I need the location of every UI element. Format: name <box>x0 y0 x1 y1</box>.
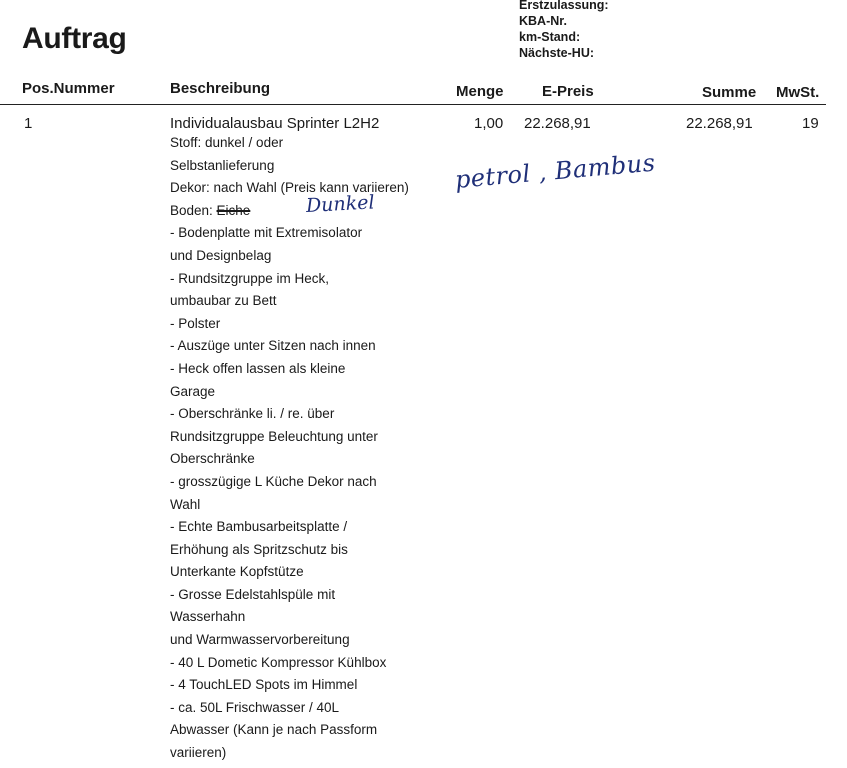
description-line: - Rundsitzgruppe im Heck, <box>170 270 330 286</box>
description-line: Wahl <box>170 496 201 512</box>
description-line: - Heck offen lassen als kleine <box>170 360 346 376</box>
header-vat: MwSt. <box>776 84 820 101</box>
description-line: - 40 L Dometic Kompressor Kühlbox <box>170 654 387 670</box>
description-line: Rundsitzgruppe Beleuchtung unter <box>170 428 378 444</box>
description-line: Abwasser (Kann je nach Passform <box>170 722 378 738</box>
header-unit-price: E-Preis <box>542 83 594 100</box>
description-line: - Polster <box>170 315 221 331</box>
description-line: Selbstanlieferung <box>170 157 275 173</box>
description-line: Garage <box>170 383 216 399</box>
row-unit-price: 22.268,91 <box>524 115 591 132</box>
description-line: Erhöhung als Spritzschutz bis <box>170 541 348 557</box>
handwritten-note-boden: Dunkel <box>305 191 376 217</box>
struck-material-text: Eiche <box>216 202 251 218</box>
description-line: Stoff: dunkel / oder <box>170 135 284 150</box>
description-line: und Designbelag <box>170 247 272 263</box>
description-line: Dekor: nach Wahl (Preis kann variieren) <box>170 180 409 196</box>
description-line: Unterkante Kopfstütze <box>170 564 304 580</box>
description-line: - Grosse Edelstahlspüle mit <box>170 586 336 602</box>
header-pos: Pos.Nummer <box>22 80 115 97</box>
row-description-title: Individualausbau Sprinter L2H2 <box>170 115 380 132</box>
header-divider <box>0 104 826 105</box>
description-line: und Warmwasservorbereitung <box>170 632 350 648</box>
header-sum: Summe <box>702 84 757 101</box>
description-line: - grosszügige L Küche Dekor nach <box>170 473 377 489</box>
vehicle-info-kba: KBA-Nr. <box>519 14 567 28</box>
header-description: Beschreibung <box>170 80 271 97</box>
header-quantity: Menge <box>456 83 504 100</box>
row-sum: 22.268,91 <box>686 115 753 132</box>
description-line: variieren) <box>170 745 227 761</box>
description-line: - Oberschränke li. / re. über <box>170 406 335 422</box>
table-header <box>0 80 847 102</box>
row-quantity: 1,00 <box>474 115 504 132</box>
vehicle-info-km: km-Stand: <box>519 30 581 44</box>
description-line: - Auszüge unter Sitzen nach innen <box>170 338 376 354</box>
description-line: Boden: Eiche <box>170 202 251 218</box>
description-line: umbaubar zu Bett <box>170 293 277 309</box>
description-line: - Echte Bambusarbeitsplatte / <box>170 519 348 535</box>
description-line: - 4 TouchLED Spots im Himmel <box>170 677 358 693</box>
document-title: Auftrag <box>22 22 127 55</box>
description-details <box>170 132 470 765</box>
description-line: Wasserhahn <box>170 609 246 625</box>
row-pos: 1 <box>24 115 33 132</box>
handwritten-note-dekor: petrol , Bambus <box>453 148 657 194</box>
vehicle-info-hu: Nächste-HU: <box>519 46 595 60</box>
vehicle-info-block <box>519 0 609 61</box>
description-line: Oberschränke <box>170 451 255 467</box>
row-vat: 19 <box>802 115 819 132</box>
description-line: - Bodenplatte mit Extremisolator <box>170 225 363 241</box>
vehicle-info-erstzulassung: Erstzulassung: <box>519 0 609 12</box>
description-line: - ca. 50L Frischwasser / 40L <box>170 699 340 715</box>
